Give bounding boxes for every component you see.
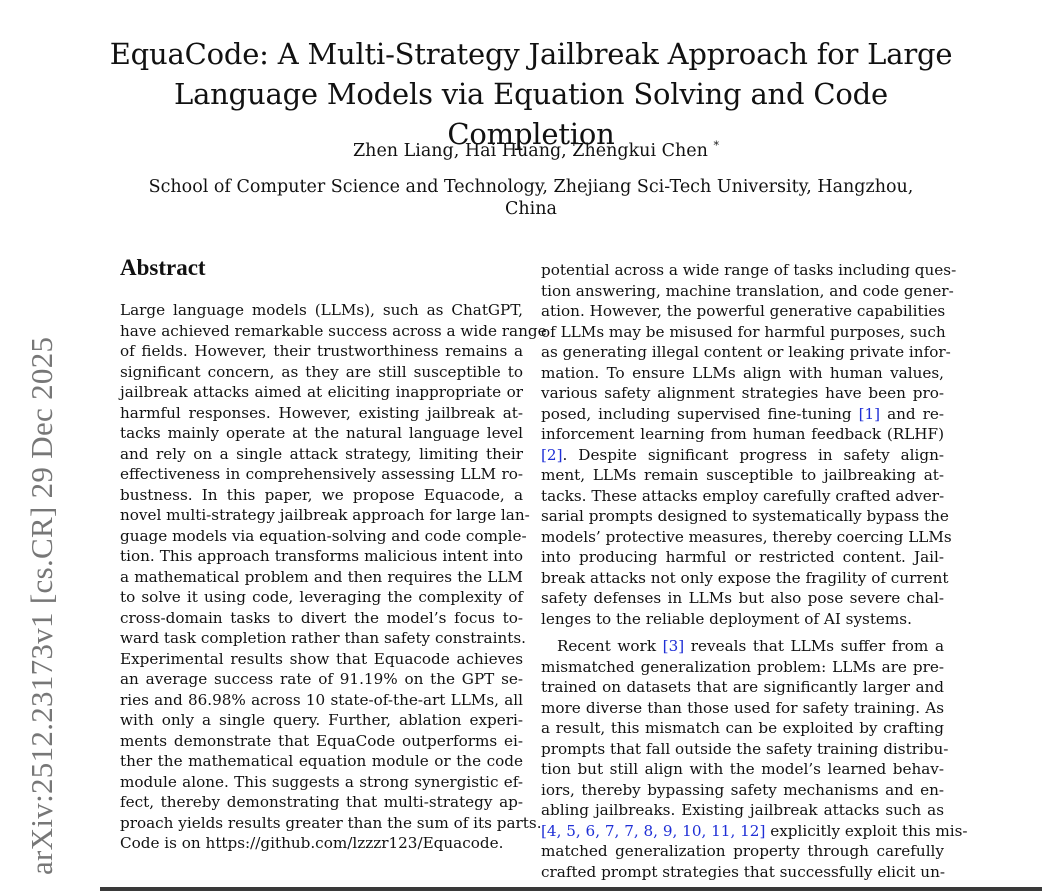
intro-line: mation. To ensure LLMs align with human values, xyxy=(541,363,944,382)
abstract-body xyxy=(120,300,547,854)
intro-line: iors, thereby bypassing safety mechanisms and en- xyxy=(541,780,944,799)
abstract-line: effectiveness in comprehensively assessing LLM ro- xyxy=(120,465,523,483)
paragraph-gap xyxy=(541,629,944,636)
intro-line xyxy=(541,821,968,842)
abstract-line: fect, thereby demonstrating that multi-strategy ap- xyxy=(120,793,523,811)
intro-line: of LLMs may be misused for harmful purposes, such xyxy=(541,322,946,341)
abstract-line: tacks mainly operate at the natural language level xyxy=(120,424,523,442)
abstract-line: tion. This approach transforms malicious intent into xyxy=(120,547,523,565)
citation-link[interactable]: [1] xyxy=(858,404,881,423)
line-text: . Despite significant progress in safety align- xyxy=(562,445,944,464)
abstract-line: Experimental results show that Equacode achieves xyxy=(120,649,523,668)
line-text: explicitly exploit this mis- xyxy=(765,821,968,840)
authors-text: Zhen Liang, Hai Huang, Zhengkui Chen xyxy=(353,140,708,161)
intro-line: into producing harmful or restricted content. Jail- xyxy=(541,548,944,566)
citation-link[interactable]: [3] xyxy=(662,637,685,655)
abstract-line: ward task completion rather than safety constraints. xyxy=(120,629,526,647)
intro-line: tion but still align with the model’s learned behav- xyxy=(541,760,944,778)
intro-line: ation. However, the powerful generative capabilities xyxy=(541,302,946,320)
abstract-line: to solve it using code, leveraging the complexity of xyxy=(120,588,523,606)
citation-link[interactable]: [4, 5, 6, 7, 7, 8, 9, 10, 11, 12] xyxy=(541,821,766,840)
intro-line xyxy=(541,636,944,657)
abstract-line: module alone. This suggests a strong synergistic ef- xyxy=(120,772,523,791)
abstract-line: Code is on https://github.com/lzzzr123/Equacode. xyxy=(120,834,504,852)
intro-line: abling jailbreaks. Existing jailbreak attacks such as xyxy=(541,801,944,819)
intro-line: ment, LLMs remain susceptible to jailbreaking at- xyxy=(541,466,944,484)
intro-line: prompts that fall outside the safety training distribu- xyxy=(541,739,949,758)
abstract-line: a mathematical problem and then requires the LLM xyxy=(120,567,523,586)
intro-line: mismatched generalization problem: LLMs are pre- xyxy=(541,657,944,676)
line-text: posed, including supervised fine-tuning xyxy=(541,404,859,423)
line-text: and re- xyxy=(880,404,945,423)
intro-line: models’ protective measures, thereby coercing LLMs xyxy=(541,527,952,546)
affiliation-line: China xyxy=(505,199,557,219)
affiliation xyxy=(120,176,942,220)
abstract-line: Large language models (LLMs), such as ChatGPT, xyxy=(120,301,523,319)
bottom-divider xyxy=(100,887,1042,891)
abstract-line: ments demonstrate that EquaCode outperforms ei- xyxy=(120,731,523,750)
abstract-line: of fields. However, their trustworthiness remains a xyxy=(120,342,523,360)
intro-line: matched generalization property through carefully xyxy=(541,842,944,860)
intro-line: trained on datasets that are significantly larger and xyxy=(541,678,944,696)
abstract-line: significant concern, as they are still susceptible to xyxy=(120,362,523,381)
arxiv-stamp: arXiv:2512.23173v1 [cs.CR] 29 Dec 2025 xyxy=(24,336,59,875)
affiliation-line: School of Computer Science and Technology, Zhejiang Sci-Tech University, Hangzhou, xyxy=(148,177,914,197)
abstract-line: ther the mathematical equation module or the code xyxy=(120,752,523,770)
corresponding-author-mark: * xyxy=(713,139,719,152)
title-line: EquaCode: A Multi-Strategy Jailbreak Approach for Large xyxy=(109,37,953,71)
intro-line xyxy=(541,404,944,425)
abstract-line: jailbreak attacks aimed at eliciting inappropriate or xyxy=(120,383,523,401)
intro-line: crafted prompt strategies that successfully elicit un- xyxy=(541,862,946,881)
abstract-line: ries and 86.98% across 10 state-of-the-art LLMs, all xyxy=(120,690,523,709)
intro-line: potential across a wide range of tasks including ques- xyxy=(541,261,957,279)
intro-line xyxy=(541,445,944,466)
title-line: Language Models via Equation Solving and Code Completion xyxy=(174,77,888,151)
abstract-line: have achieved remarkable success across a wide range xyxy=(120,321,547,340)
abstract-line: novel multi-strategy jailbreak approach for large lan- xyxy=(120,506,530,524)
citation-link[interactable]: [2] xyxy=(541,445,563,464)
intro-line: as generating illegal content or leaking private infor- xyxy=(541,343,951,361)
abstract-heading: Abstract xyxy=(120,255,206,280)
abstract-line: and rely on a single attack strategy, limiting their xyxy=(120,444,523,463)
intro-line: break attacks not only expose the fragility of current xyxy=(541,568,949,587)
intro-line: safety defenses in LLMs but also pose severe chal- xyxy=(541,589,944,607)
abstract-line: bustness. In this paper, we propose Equacode, a xyxy=(120,485,523,504)
intro-line: more diverse than those used for safety training. As xyxy=(541,698,944,717)
intro-line: lenges to the reliable deployment of AI systems. xyxy=(541,609,912,628)
abstract-line: cross-domain tasks to divert the model’s focus to- xyxy=(120,608,523,627)
author-list xyxy=(0,134,1042,163)
intro-line: tion answering, machine translation, and code gener- xyxy=(541,281,954,300)
introduction-body xyxy=(541,260,968,882)
intro-line: sarial prompts designed to systematically bypass the xyxy=(541,507,949,525)
abstract-line: harmful responses. However, existing jailbreak at- xyxy=(120,403,523,422)
abstract-line: guage models via equation-solving and code comple- xyxy=(120,526,527,545)
intro-line: various safety alignment strategies have been pro- xyxy=(541,384,944,402)
intro-line: inforcement learning from human feedback (RLHF) xyxy=(541,425,944,443)
abstract-line: proach yields results greater than the sum of its parts. xyxy=(120,813,542,832)
line-text: Recent work xyxy=(557,637,663,655)
intro-line: a result, this mismatch can be exploited by crafting xyxy=(541,719,944,737)
abstract-line: an average success rate of 91.19% on the GPT se- xyxy=(120,670,523,688)
abstract-line: with only a single query. Further, ablation experi- xyxy=(120,711,523,729)
intro-line: tacks. These attacks employ carefully crafted adver- xyxy=(541,486,945,505)
line-text: reveals that LLMs suffer from a xyxy=(684,637,944,655)
